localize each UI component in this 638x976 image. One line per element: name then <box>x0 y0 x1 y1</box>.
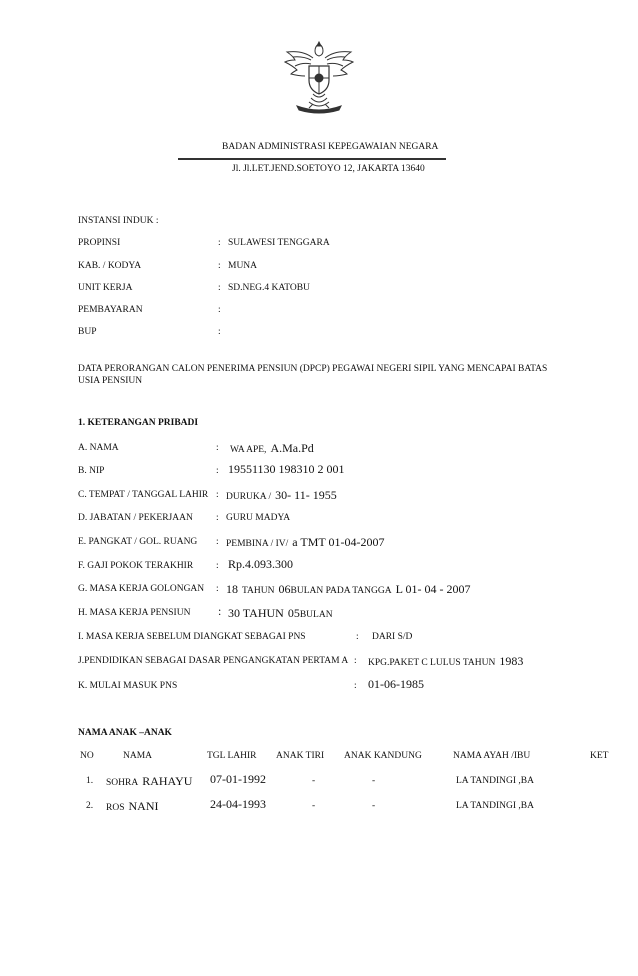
pendidikan-value <box>368 652 523 670</box>
pangkat-value-small: PEMBINA / IV/ <box>226 539 289 549</box>
gaji-label: F. GAJI POKOK TERAKHIR <box>78 561 194 571</box>
col-header-nama: NAMA <box>123 751 153 761</box>
mkp-years: 30 TAHUN <box>228 606 284 620</box>
mkg-value <box>226 580 471 598</box>
mkg-months: 06 <box>278 582 291 596</box>
mkp-sep: : <box>218 604 222 618</box>
child-1-name-small: SOHRA <box>106 778 139 788</box>
mulai-pns-label: K. MULAI MASUK PNS <box>78 681 178 691</box>
pembayaran-sep: : <box>218 305 221 315</box>
nama-label: A. NAMA <box>78 443 119 453</box>
child-2-kandung: - <box>372 801 376 811</box>
ttl-value <box>226 486 337 504</box>
nama-sep: : <box>216 443 219 453</box>
agency-name: BADAN ADMINISTRASI KEPEGAWAIAN NEGARA <box>222 142 439 152</box>
pendidikan-label: J.PENDIDIKAN SEBAGAI DASAR PENGANGKATAN PERTAM A <box>78 656 349 666</box>
child-2-no: 2. <box>86 801 94 811</box>
child-1-tiri: - <box>312 776 316 786</box>
col-header-nama-ortu: NAMA AYAH /IBU <box>453 751 531 761</box>
propinsi-value: SULAWESI TENGGARA <box>228 238 330 248</box>
unit-kerja-label: UNIT KERJA <box>78 283 133 293</box>
mkg-date: L 01- 04 - 2007 <box>395 582 471 596</box>
nip-sep: : <box>216 466 219 476</box>
ttl-sep: : <box>216 490 219 500</box>
pendidikan-value-big: 1983 <box>499 654 524 668</box>
propinsi-sep: : <box>218 238 221 248</box>
mkp-label: H. MASA KERJA PENSIUN <box>78 608 191 618</box>
bup-sep: : <box>218 327 221 337</box>
mkp-months-unit: BULAN <box>299 610 333 620</box>
nama-value <box>230 439 314 457</box>
mkg-label: G. MASA KERJA GOLONGAN <box>78 584 205 594</box>
ttl-value-big: 30- 11- 1955 <box>275 488 337 502</box>
pangkat-sep: : <box>216 537 219 547</box>
child-1-name-big: RAHAYU <box>142 774 193 788</box>
pangkat-label: E. PANGKAT / GOL. RUANG <box>78 537 198 547</box>
mkg-years: 18 <box>226 582 238 596</box>
sebelum-pns-sep: : <box>356 632 359 642</box>
child-2-name-big: NANI <box>128 799 159 813</box>
sebelum-pns-label: I. MASA KERJA SEBELUM DIANGKAT SEBAGAI PNS <box>78 632 306 642</box>
mkg-months-unit: BULAN PADA TANGGA <box>290 586 392 596</box>
child-1-no: 1. <box>86 776 94 786</box>
gaji-value: Rp.4.093.300 <box>228 557 294 571</box>
kabupaten-value: MUNA <box>228 261 258 271</box>
pendidikan-sep: : <box>354 656 357 666</box>
pangkat-value <box>226 533 385 551</box>
col-header-tgl-lahir: TGL LAHIR <box>207 751 257 761</box>
sebelum-pns-value: DARI S/D <box>372 632 413 642</box>
children-title: NAMA ANAK –ANAK <box>78 728 172 738</box>
col-header-anak-tiri: ANAK TIRI <box>276 751 325 761</box>
ttl-value-small: DURUKA / <box>226 492 272 502</box>
col-header-ket: KET <box>590 751 609 761</box>
mkg-years-unit: TAHUN <box>242 586 275 596</box>
child-2-tiri: - <box>312 801 316 811</box>
personal-title: 1. KETERANGAN PRIBADI <box>78 418 199 428</box>
unit-kerja-value: SD.NEG.4 KATOBU <box>228 283 310 293</box>
child-2-tgl: 24-04-1993 <box>210 797 266 811</box>
jabatan-label: D. JABATAN / PEKERJAAN <box>78 513 193 523</box>
col-header-anak-kandung: ANAK KANDUNG <box>344 751 422 761</box>
child-2-name-small: ROS <box>106 803 125 813</box>
col-header-no: NO <box>80 751 94 761</box>
nip-label: B. NIP <box>78 466 105 476</box>
ttl-label: C. TEMPAT / TANGGAL LAHIR <box>78 490 209 500</box>
nip-value: 19551130 198310 2 001 <box>228 462 345 476</box>
intro-line-1: DATA PERORANGAN CALON PENERIMA PENSIUN (DPCP) PEGAWAI NEGERI SIPIL YANG MENCAPAI BATAS <box>78 364 548 374</box>
nama-value-big: A.Ma.Pd <box>270 441 314 455</box>
instansi-title: INSTANSI INDUK : <box>78 216 159 226</box>
intro-line-2: USIA PENSIUN <box>78 376 143 386</box>
mulai-pns-sep: : <box>354 681 357 691</box>
pembayaran-label: PEMBAYARAN <box>78 305 143 315</box>
nama-value-small: WA APE, <box>230 445 267 455</box>
header-divider <box>178 158 446 160</box>
propinsi-label: PROPINSI <box>78 238 121 248</box>
mkp-value <box>228 604 333 622</box>
pangkat-value-big: a TMT 01-04-2007 <box>292 535 385 549</box>
child-1-name <box>106 772 192 790</box>
gaji-sep: : <box>216 561 219 571</box>
bup-label: BUP <box>78 327 97 337</box>
jabatan-value: GURU MADYA <box>226 513 291 523</box>
child-1-kandung: - <box>372 776 376 786</box>
garuda-emblem-icon <box>283 40 355 114</box>
child-2-name <box>106 797 158 815</box>
mulai-pns-value: 01-06-1985 <box>368 677 424 691</box>
unit-kerja-sep: : <box>218 283 221 293</box>
child-2-ortu: LA TANDINGI ,BA <box>456 801 534 811</box>
kabupaten-label: KAB. / KODYA <box>78 261 142 271</box>
mkg-sep: : <box>216 584 219 594</box>
mkp-months: 05 <box>287 606 300 620</box>
agency-address: Jl. Jl.LET.JEND.SOETOYO 12, JAKARTA 13640 <box>232 164 425 174</box>
kabupaten-sep: : <box>218 261 221 271</box>
pendidikan-value-small: KPG.PAKET C LULUS TAHUN <box>368 658 496 668</box>
child-1-tgl: 07-01-1992 <box>210 772 266 786</box>
child-1-ortu: LA TANDINGI ,BA <box>456 776 534 786</box>
jabatan-sep: : <box>216 513 219 523</box>
